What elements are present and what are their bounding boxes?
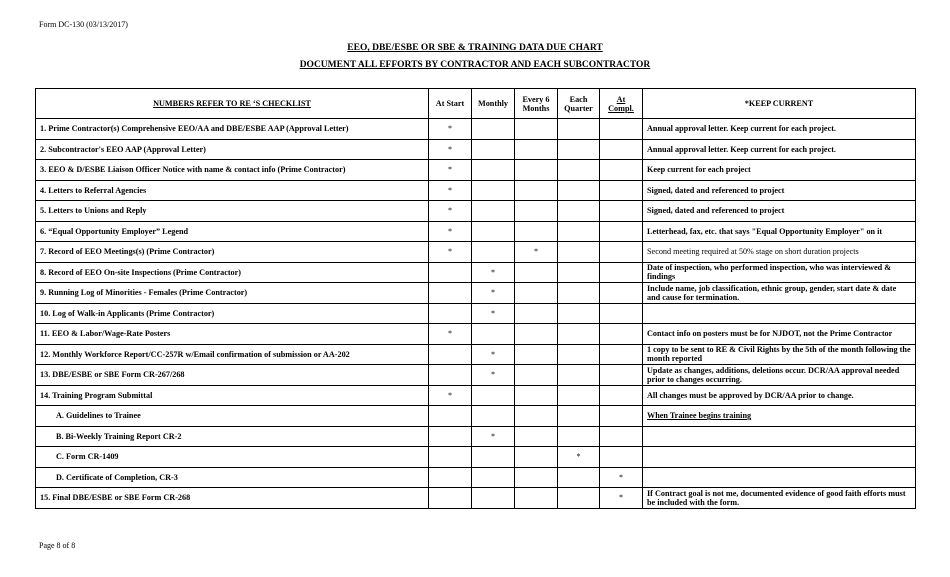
keep-current-note	[643, 406, 916, 427]
due-mark-quarter: *	[558, 447, 600, 468]
keep-current-note-text: When Trainee begins training	[647, 411, 752, 421]
table-row	[36, 344, 916, 365]
due-mark-compl	[600, 283, 643, 304]
due-mark-compl	[600, 385, 643, 406]
keep-current-note: Include name, job classification, ethnic group, gender, start date & date and cause for termination.	[643, 283, 916, 304]
due-mark-quarter	[558, 180, 600, 201]
checklist-item: 4. Letters to Referral Agencies	[36, 180, 429, 201]
table-row	[36, 221, 916, 242]
checklist-item: 7. Record of EEO Meetings(s) (Prime Contractor)	[36, 242, 429, 263]
checklist-item: A. Guidelines to Trainee	[36, 406, 429, 427]
due-mark-quarter	[558, 406, 600, 427]
due-mark-monthly: *	[472, 283, 515, 304]
chart-subtitle: DOCUMENT ALL EFFORTS BY CONTRACTOR AND EACH SUBCONTRACTOR	[299, 60, 651, 70]
due-mark-quarter	[558, 262, 600, 283]
keep-current-note	[643, 303, 916, 324]
due-mark-at-start	[429, 262, 472, 283]
due-mark-at-start: *	[429, 160, 472, 181]
due-mark-quarter	[558, 324, 600, 345]
due-mark-every-6	[515, 139, 558, 160]
due-mark-compl: *	[600, 467, 643, 488]
due-mark-every-6	[515, 426, 558, 447]
due-mark-every-6: *	[515, 242, 558, 263]
due-mark-compl	[600, 242, 643, 263]
due-mark-monthly	[472, 242, 515, 263]
table-row	[36, 467, 916, 488]
due-mark-monthly	[472, 324, 515, 345]
checklist-item: 10. Log of Walk-in Applicants (Prime Contractor)	[36, 303, 429, 324]
due-mark-every-6	[515, 283, 558, 304]
due-mark-at-start: *	[429, 324, 472, 345]
table-row	[36, 447, 916, 468]
keep-current-note: Date of inspection, who performed inspection, who was interviewed & findings	[643, 262, 916, 283]
due-mark-at-start	[429, 303, 472, 324]
due-mark-quarter	[558, 426, 600, 447]
table-row	[36, 242, 916, 263]
due-mark-every-6	[515, 160, 558, 181]
page-number: Page 8 of 8	[39, 541, 76, 550]
due-mark-monthly	[472, 385, 515, 406]
due-mark-monthly	[472, 447, 515, 468]
checklist-item: B. Bi-Weekly Training Report CR-2	[36, 426, 429, 447]
due-mark-quarter	[558, 385, 600, 406]
table-row	[36, 180, 916, 201]
checklist-item: 3. EEO & D/ESBE Liaison Officer Notice with name & contact info (Prime Contractor)	[36, 160, 429, 181]
table-row	[36, 283, 916, 304]
chart-body	[36, 119, 916, 509]
keep-current-note: Signed, dated and referenced to project	[643, 180, 916, 201]
header-checklist: NUMBERS REFER TO RE ‘S CHECKLIST	[36, 89, 429, 119]
due-mark-monthly	[472, 139, 515, 160]
due-mark-at-start	[429, 447, 472, 468]
due-mark-quarter	[558, 160, 600, 181]
header-every-6-months: Every 6 Months	[515, 89, 558, 119]
table-row	[36, 303, 916, 324]
due-mark-every-6	[515, 488, 558, 509]
due-mark-compl	[600, 344, 643, 365]
due-mark-monthly	[472, 160, 515, 181]
due-mark-every-6	[515, 324, 558, 345]
due-mark-monthly: *	[472, 303, 515, 324]
due-mark-every-6	[515, 467, 558, 488]
due-mark-quarter	[558, 283, 600, 304]
due-mark-at-start: *	[429, 180, 472, 201]
due-mark-monthly	[472, 488, 515, 509]
due-mark-compl	[600, 406, 643, 427]
keep-current-note: Second meeting required at 50% stage on short duration projects	[643, 242, 916, 263]
due-mark-compl	[600, 365, 643, 386]
due-mark-quarter	[558, 365, 600, 386]
due-mark-quarter	[558, 201, 600, 222]
due-mark-at-start	[429, 426, 472, 447]
due-mark-at-start: *	[429, 139, 472, 160]
due-mark-monthly	[472, 180, 515, 201]
due-mark-monthly: *	[472, 426, 515, 447]
data-due-chart	[35, 88, 916, 509]
table-row	[36, 426, 916, 447]
keep-current-note: Annual approval letter. Keep current for each project.	[643, 139, 916, 160]
table-row	[36, 365, 916, 386]
due-mark-at-start: *	[429, 242, 472, 263]
due-mark-compl	[600, 139, 643, 160]
keep-current-note: If Contract goal is not me, documented evidence of good faith efforts must be included with the form.	[643, 488, 916, 509]
due-mark-compl	[600, 180, 643, 201]
table-row	[36, 201, 916, 222]
checklist-item: 5. Letters to Unions and Reply	[36, 201, 429, 222]
due-mark-monthly: *	[472, 365, 515, 386]
checklist-item: 1. Prime Contractor(s) Comprehensive EEO/AA and DBE/ESBE AAP (Approval Letter)	[36, 119, 429, 140]
keep-current-note: Annual approval letter. Keep current for each project.	[643, 119, 916, 140]
table-row	[36, 119, 916, 140]
due-mark-compl	[600, 221, 643, 242]
checklist-item: 13. DBE/ESBE or SBE Form CR-267/268	[36, 365, 429, 386]
due-mark-every-6	[515, 262, 558, 283]
header-monthly: Monthly	[472, 89, 515, 119]
due-mark-every-6	[515, 201, 558, 222]
keep-current-note: Keep current for each project	[643, 160, 916, 181]
checklist-item: 8. Record of EEO On-site Inspections (Prime Contractor)	[36, 262, 429, 283]
due-mark-at-start	[429, 488, 472, 509]
due-mark-monthly	[472, 201, 515, 222]
keep-current-note: 1 copy to be sent to RE & Civil Rights by the 5th of the month following the month reported	[643, 344, 916, 365]
due-mark-compl	[600, 324, 643, 345]
checklist-item: 11. EEO & Labor/Wage-Rate Posters	[36, 324, 429, 345]
due-mark-quarter	[558, 242, 600, 263]
due-mark-compl	[600, 119, 643, 140]
chart-title: EEO, DBE/ESBE OR SBE & TRAINING DATA DUE CHART	[347, 43, 603, 53]
due-mark-at-start: *	[429, 221, 472, 242]
due-mark-quarter	[558, 488, 600, 509]
keep-current-note: Contact info on posters must be for NJDOT, not the Prime Contractor	[643, 324, 916, 345]
due-mark-monthly	[472, 119, 515, 140]
keep-current-note	[643, 447, 916, 468]
due-mark-monthly: *	[472, 262, 515, 283]
due-mark-quarter	[558, 467, 600, 488]
due-mark-every-6	[515, 385, 558, 406]
header-row	[36, 89, 916, 119]
checklist-item: 15. Final DBE/ESBE or SBE Form CR-268	[36, 488, 429, 509]
checklist-item: 9. Running Log of Minorities - Females (Prime Contractor)	[36, 283, 429, 304]
due-mark-every-6	[515, 119, 558, 140]
due-mark-quarter	[558, 221, 600, 242]
checklist-item: 14. Training Program Submittal	[36, 385, 429, 406]
due-mark-monthly: *	[472, 344, 515, 365]
due-mark-quarter	[558, 303, 600, 324]
due-mark-at-start: *	[429, 119, 472, 140]
keep-current-note	[643, 426, 916, 447]
form-id: Form DC-130 (03/13/2017)	[39, 20, 128, 29]
due-mark-monthly	[472, 467, 515, 488]
due-mark-every-6	[515, 180, 558, 201]
due-mark-monthly	[472, 406, 515, 427]
due-mark-compl	[600, 201, 643, 222]
due-mark-monthly	[472, 221, 515, 242]
table-row	[36, 262, 916, 283]
due-mark-every-6	[515, 447, 558, 468]
due-mark-quarter	[558, 119, 600, 140]
header-each-quarter: Each Quarter	[558, 89, 600, 119]
header-at-compl: At Compl.	[600, 89, 643, 119]
due-mark-at-start	[429, 467, 472, 488]
keep-current-note: Signed, dated and referenced to project	[643, 201, 916, 222]
checklist-item: 12. Monthly Workforce Report/CC-257R w/Email confirmation of submission or AA-202	[36, 344, 429, 365]
keep-current-note: Update as changes, additions, deletions occur. DCR/AA approval needed prior to changes occurring.	[643, 365, 916, 386]
due-mark-every-6	[515, 303, 558, 324]
table-row	[36, 160, 916, 181]
due-mark-compl: *	[600, 488, 643, 509]
due-mark-compl	[600, 262, 643, 283]
header-keep-current: *KEEP CURRENT	[643, 89, 916, 119]
due-mark-compl	[600, 447, 643, 468]
due-mark-quarter	[558, 139, 600, 160]
due-mark-at-start	[429, 344, 472, 365]
keep-current-note: Letterhead, fax, etc. that says "Equal Opportunity Employer" on it	[643, 221, 916, 242]
due-mark-every-6	[515, 221, 558, 242]
due-mark-compl	[600, 160, 643, 181]
table-row	[36, 406, 916, 427]
due-mark-every-6	[515, 406, 558, 427]
checklist-item: D. Certificate of Completion, CR-3	[36, 467, 429, 488]
due-mark-at-start	[429, 406, 472, 427]
table-row	[36, 324, 916, 345]
checklist-item: C. Form CR-1409	[36, 447, 429, 468]
due-mark-every-6	[515, 344, 558, 365]
table-row	[36, 385, 916, 406]
due-mark-compl	[600, 303, 643, 324]
due-mark-compl	[600, 426, 643, 447]
keep-current-note: All changes must be approved by DCR/AA prior to change.	[643, 385, 916, 406]
checklist-item: 6. “Equal Opportunity Employer” Legend	[36, 221, 429, 242]
keep-current-note	[643, 467, 916, 488]
due-mark-at-start	[429, 283, 472, 304]
due-mark-at-start	[429, 365, 472, 386]
due-mark-every-6	[515, 365, 558, 386]
due-mark-at-start: *	[429, 201, 472, 222]
due-mark-quarter	[558, 344, 600, 365]
header-at-start: At Start	[429, 89, 472, 119]
table-row	[36, 139, 916, 160]
table-row	[36, 488, 916, 509]
checklist-item: 2. Subcontractor's EEO AAP (Approval Letter)	[36, 139, 429, 160]
due-mark-at-start: *	[429, 385, 472, 406]
